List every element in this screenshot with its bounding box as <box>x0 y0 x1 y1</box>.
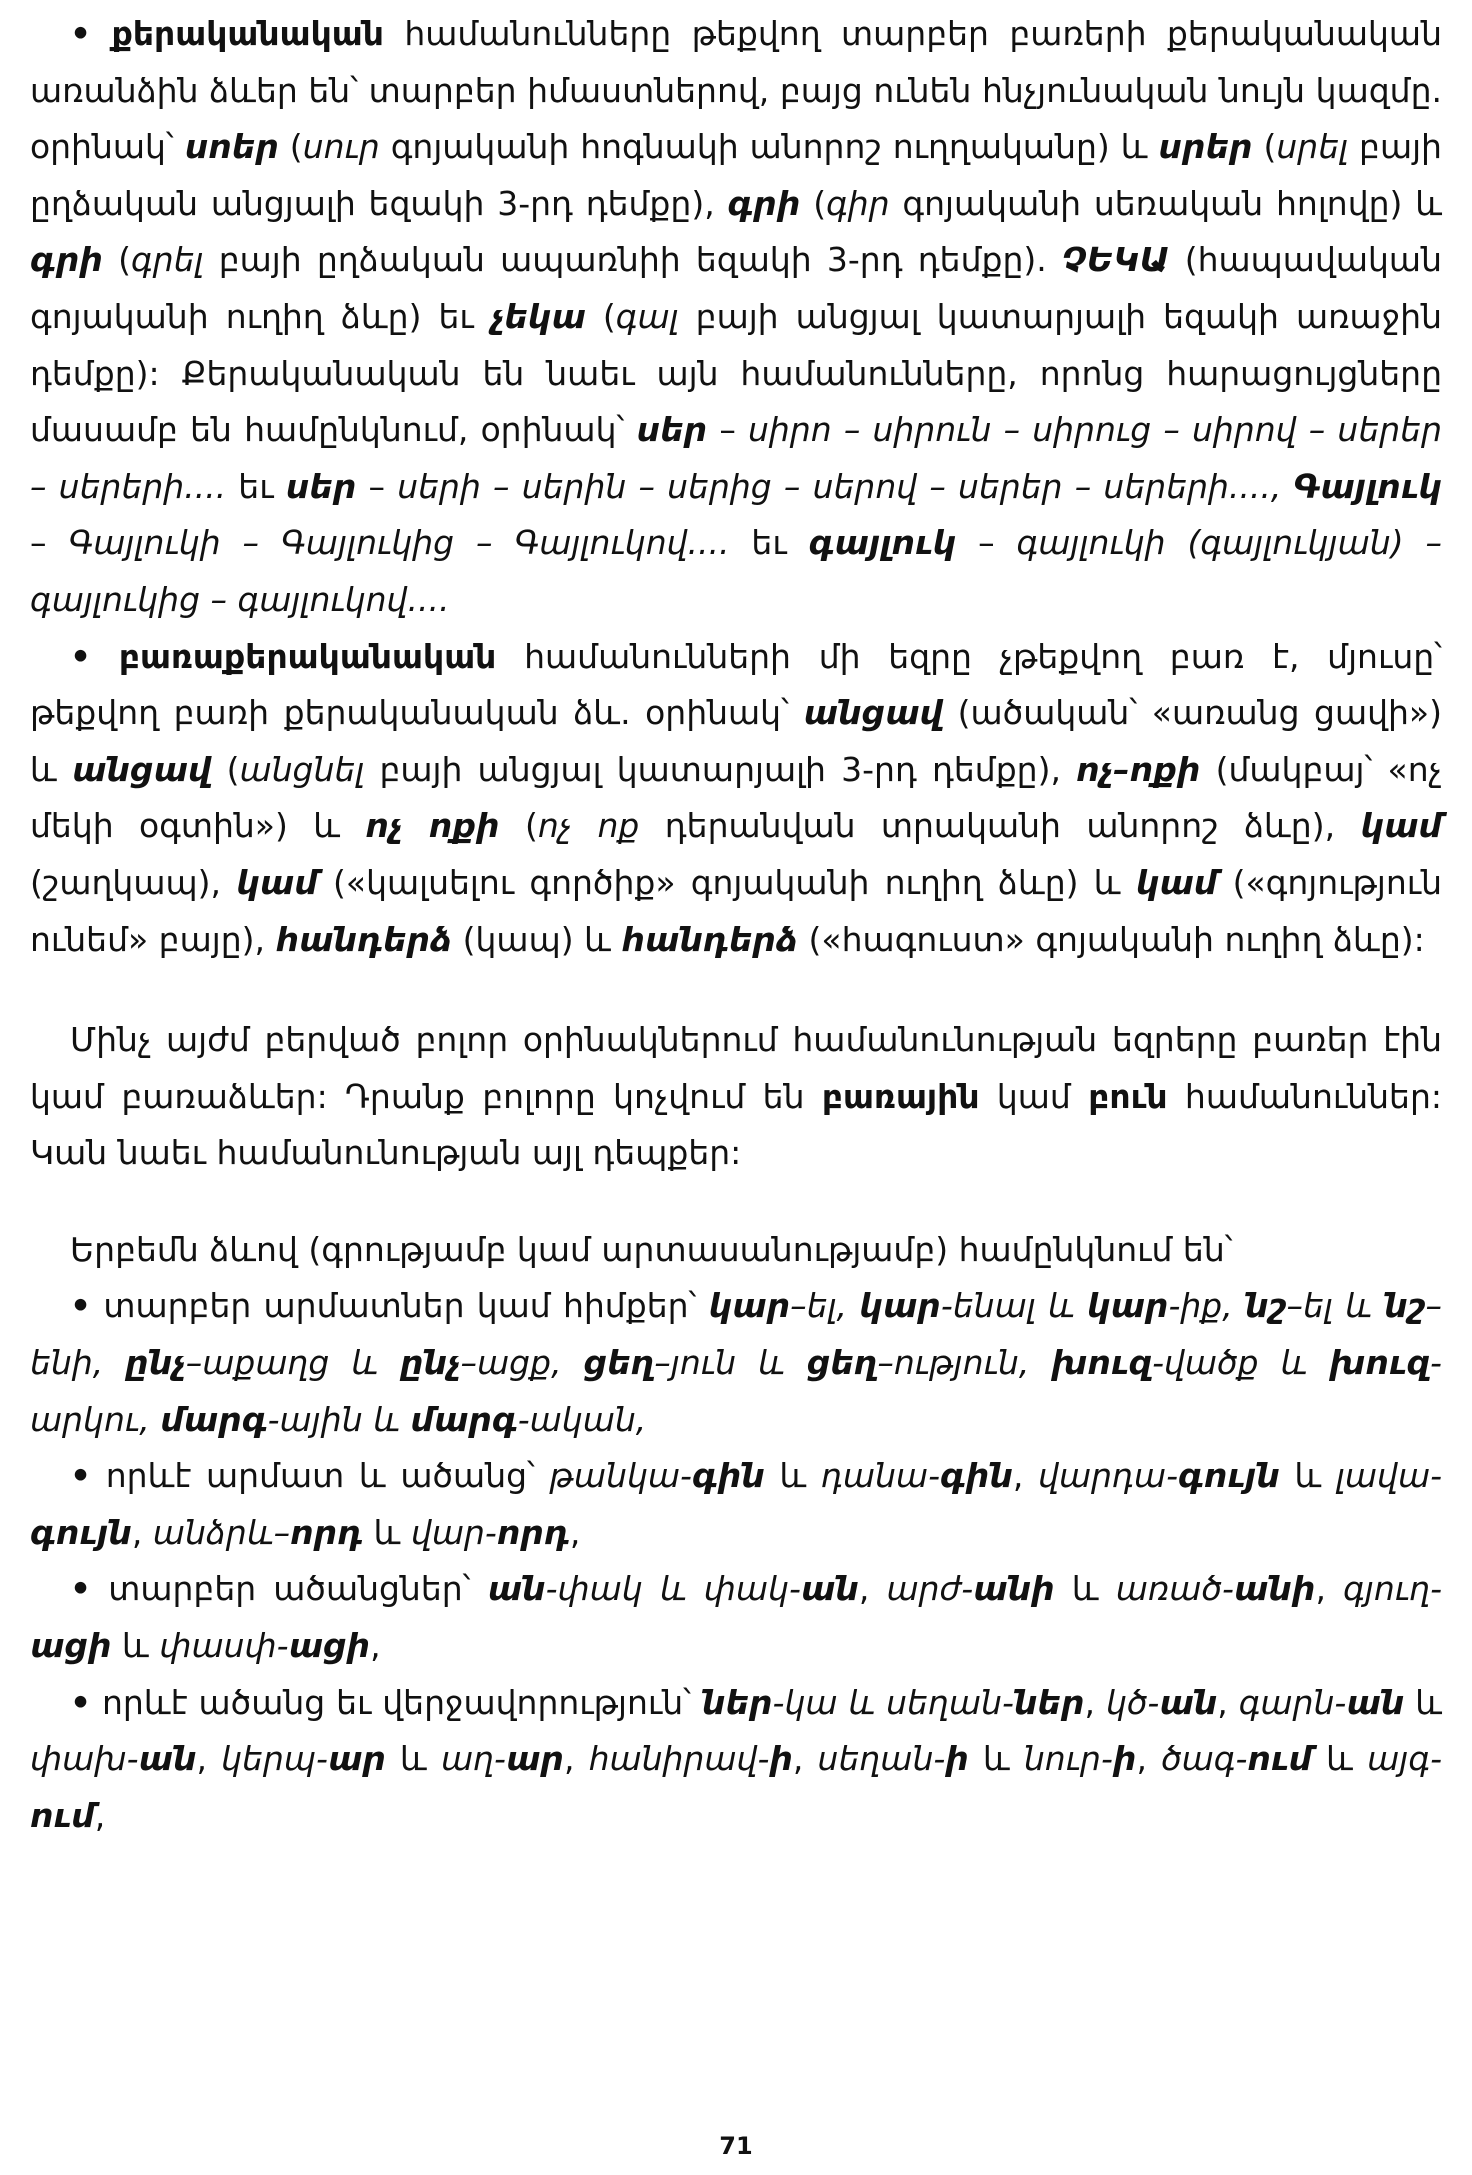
example-italic: սեղան- <box>886 1682 1014 1722</box>
example-italic: արժ- <box>886 1569 974 1609</box>
text: և <box>1312 1739 1368 1779</box>
example: ցեղ <box>806 1343 878 1383</box>
example: ում <box>30 1795 95 1835</box>
text: ( <box>1252 127 1277 167</box>
text: , <box>1012 1456 1039 1496</box>
text: , <box>792 1739 818 1779</box>
example-italic: փախ- <box>30 1739 139 1779</box>
text: ( <box>800 183 827 223</box>
example-italic: -իք, <box>1168 1286 1246 1326</box>
paragraph-gap <box>30 968 1442 1012</box>
example: որդ <box>496 1512 570 1552</box>
term: բառաքերականական <box>118 636 497 676</box>
paragraph-root-suffix <box>30 1448 1442 1561</box>
text: ( <box>278 127 303 167</box>
example: որդ <box>290 1512 364 1552</box>
bullet: • <box>70 1569 92 1609</box>
paragraph-coincide-intro <box>30 1222 1442 1279</box>
example: սեր <box>285 466 357 506</box>
example-italic: կծ- <box>1105 1682 1160 1722</box>
example: ներ <box>1013 1682 1085 1722</box>
bullet: • <box>70 1286 92 1326</box>
text: ( <box>211 749 240 789</box>
example: հանդերձ <box>621 919 799 959</box>
text: Երբեմն ձևով (գրությամբ կամ արտասանությամբ) համընկնում են՝ <box>70 1229 1233 1269</box>
example: հանդերձ <box>275 919 453 959</box>
bullet: • <box>70 1682 92 1722</box>
example-italic: –յուն և <box>654 1343 807 1383</box>
example-italic: -ական, <box>517 1399 647 1439</box>
text: բայի անցյալ կատարյալի 3-րդ դեմքը), <box>364 749 1077 789</box>
paragraph-suffix-ending <box>30 1675 1442 1845</box>
paragraph-different-suffixes <box>30 1561 1442 1674</box>
example: գրի <box>30 240 103 280</box>
example: ցեղ <box>583 1343 655 1383</box>
example: գույն <box>30 1512 132 1552</box>
example-italic: գրել <box>131 240 204 280</box>
example: անի <box>1233 1569 1316 1609</box>
example-italic: փակ- <box>703 1569 801 1609</box>
example-italic: գարն- <box>1238 1682 1347 1722</box>
bullet: • <box>70 636 92 676</box>
example: անցավ <box>71 749 212 789</box>
text <box>1281 467 1293 506</box>
example-italic: -փակ և <box>545 1569 704 1609</box>
document-page <box>30 6 1442 1844</box>
example-italic: -կա և <box>772 1682 887 1722</box>
text: և <box>1054 1569 1116 1609</box>
text: տարբեր արմատներ կամ հիմքեր՝ <box>91 1286 709 1326</box>
text: եւ <box>226 466 286 506</box>
text: – <box>30 523 69 563</box>
text: եւ <box>729 523 809 563</box>
example: սոեր <box>184 127 279 167</box>
text: , <box>858 1569 887 1609</box>
example: ոչ–ոքի <box>1076 749 1201 789</box>
example: կամ <box>1360 806 1442 846</box>
bullet: • <box>70 14 92 53</box>
text: – <box>707 410 748 450</box>
example-italic: անձրև– <box>152 1512 291 1552</box>
paragraph-grammatical-homonyms <box>30 6 1442 629</box>
example-italic: -ենալ և <box>940 1286 1087 1326</box>
example-italic: սուր <box>302 127 380 167</box>
example-italic: այգ- <box>1367 1739 1443 1779</box>
text: և <box>111 1626 160 1666</box>
example: ան <box>1346 1682 1405 1722</box>
text: և <box>385 1739 441 1779</box>
text: , <box>1217 1682 1239 1722</box>
bullet: • <box>70 1456 92 1496</box>
example: ան <box>138 1739 197 1779</box>
text: , <box>1084 1682 1106 1722</box>
example-italic: –ություն, <box>877 1343 1052 1383</box>
example-italic: ոչ ոք <box>537 806 640 846</box>
example: խուզ <box>1051 1343 1153 1383</box>
text: , <box>196 1739 222 1779</box>
example-italic: գայլուկի (գայլուկյան) – գայլուկից – գայլուկով.... <box>30 523 1442 619</box>
example: ի <box>1112 1739 1137 1779</box>
text: Մինչ այժմ բերված բոլոր օրինակներում համանունության եզրերը բառեր էին կամ բառաձևեր: Դրանք բոլորը կոչվում են <box>30 1020 1442 1116</box>
example: ընչ <box>400 1343 461 1383</box>
text: որևէ արմատ և ածանց՝ <box>91 1456 550 1496</box>
example: չեկա <box>490 296 586 336</box>
text: ( <box>102 240 132 280</box>
text: , <box>563 1739 589 1779</box>
example-italic: Գայլուկի – Գայլուկից – Գայլուկով.... <box>68 523 730 563</box>
example: ան <box>800 1569 859 1609</box>
text: տարբեր ածանցներ՝ <box>91 1569 488 1609</box>
example: կար <box>1086 1286 1169 1326</box>
example-italic: սերի – սերին – սերից – սերով – սերեր – սերերի...., <box>397 466 1282 506</box>
example: ՉԵԿԱ <box>1061 240 1170 280</box>
example: ի <box>945 1739 969 1779</box>
example: Գայլուկ <box>1293 466 1442 506</box>
text: (հապավական գոյականի ուղիղ ձևը) եւ <box>30 240 1442 336</box>
example: սեր <box>636 410 708 450</box>
example-italic: –ել և <box>1286 1286 1385 1326</box>
term: քերականական <box>111 14 384 53</box>
text: , <box>370 1626 381 1666</box>
text: որևէ ածանց եւ վերջավորություն՝ <box>91 1682 702 1722</box>
text: և <box>1404 1682 1442 1722</box>
example: անցավ <box>803 693 944 733</box>
example-italic: առած- <box>1115 1569 1234 1609</box>
paragraph-lexical-homonyms <box>30 1012 1442 1182</box>
example: ար <box>505 1739 564 1779</box>
text: բայի ըղձական անցյալի եզակի 3-րդ դեմքը), <box>30 127 1442 223</box>
example: նշ <box>1384 1286 1426 1326</box>
text: և <box>1279 1456 1336 1496</box>
example-italic: –աքաղց և <box>185 1343 400 1383</box>
text: («հագուստ» գոյականի ուղիղ ձևը): <box>798 919 1425 959</box>
example: ի <box>769 1739 793 1779</box>
example-italic: –ացք, <box>460 1343 584 1383</box>
text: , <box>94 1795 106 1835</box>
text: (կապ) և <box>452 919 622 959</box>
page-number: 71 <box>719 2132 753 2160</box>
example-italic: վար- <box>410 1512 497 1552</box>
example-italic: վարդա- <box>1038 1456 1178 1496</box>
text: գոյականի հոգնակի անորոշ ուղղականը) և <box>379 127 1159 167</box>
example: նշ <box>1245 1286 1287 1326</box>
example: մարգ <box>410 1399 518 1439</box>
example: ընչ <box>125 1343 186 1383</box>
example-italic: գալ <box>615 296 679 336</box>
text: (շաղկապ), <box>30 862 237 902</box>
example: ան <box>487 1569 546 1609</box>
example-italic: թանկա- <box>549 1456 692 1496</box>
example: ացի <box>30 1626 112 1666</box>
text: համանունները թեքվող տարբեր բառերի քերականական առանձին ձևեր են՝ տարբեր իմաստներով, բայց ունեն հնչյունական նույն կազմը. օրինակ՝ <box>30 14 1442 167</box>
example: ոչ ոքի <box>365 806 500 846</box>
example-italic: -ային և <box>267 1399 411 1439</box>
text: – <box>356 466 398 506</box>
example-italic: հանիրավ- <box>588 1739 770 1779</box>
text: համանուններ: Կան նաեւ համանունության այլ դեպքեր: <box>30 1076 1442 1173</box>
example: ում <box>1247 1739 1313 1779</box>
example-italic: գիր <box>826 183 890 223</box>
example: գրի <box>727 183 801 223</box>
text: , <box>131 1512 153 1552</box>
example-italic: գյուղ- <box>1343 1569 1443 1609</box>
text: և <box>968 1739 1024 1779</box>
example: կար <box>859 1286 941 1326</box>
example: խուզ <box>1329 1343 1431 1383</box>
example-italic: փասփ- <box>159 1626 289 1666</box>
text: կամ <box>979 1076 1089 1116</box>
example: գայլուկ <box>808 523 957 563</box>
example: կամ <box>1135 862 1218 902</box>
example: ան <box>1159 1682 1218 1722</box>
example-italic: լավա- <box>1335 1456 1442 1496</box>
example-italic: դանա- <box>820 1456 940 1496</box>
example: մարգ <box>160 1399 268 1439</box>
text: ( <box>585 296 616 336</box>
text: , <box>1136 1739 1162 1779</box>
text: դերանվան տրականի անորոշ ձևը), <box>639 806 1361 846</box>
text: («կալսելու գործիք» գոյականի ուղիղ ձևը) և <box>317 862 1136 902</box>
example-italic: ծագ- <box>1161 1739 1248 1779</box>
example-italic: աղ- <box>440 1739 506 1779</box>
example: ար <box>327 1739 386 1779</box>
text: համանունների մի եզրը չթեքվող բառ է, մյուսը՝ թեքվող բառի քերականական ձև. օրինակ՝ <box>30 636 1442 733</box>
paragraph-gap <box>30 1182 1442 1222</box>
text: (ածական՝ «առանց ցավի») և <box>30 693 1442 789</box>
example-italic: սիրո – սիրուն – սիրուց – սիրով – սերեր – սերերի.... <box>30 410 1443 506</box>
term: բառային <box>821 1076 980 1116</box>
example: կար <box>708 1286 791 1326</box>
example-italic: սեղան- <box>817 1739 946 1779</box>
text: և <box>363 1512 411 1552</box>
example: կամ <box>236 862 318 902</box>
example-italic: սրել <box>1276 127 1349 167</box>
text: (մակբայ՝ «ոչ մեկի օգտին») և <box>30 749 1442 846</box>
example: ներ <box>701 1682 773 1722</box>
text: , <box>569 1512 581 1552</box>
example-italic: կերպ- <box>221 1739 328 1779</box>
example-italic: նուր- <box>1023 1739 1113 1779</box>
paragraph-roots-stems <box>30 1278 1442 1448</box>
example-italic: -վածք և <box>1152 1343 1330 1383</box>
text: բայի ըղձական ապառնիի եզակի 3-րդ դեմքը). <box>203 240 1062 280</box>
text: և <box>764 1456 821 1496</box>
text: գոյականի սեռական հոլովը) և <box>889 183 1442 223</box>
example: անի <box>973 1569 1055 1609</box>
example: գին <box>939 1456 1013 1496</box>
text: («գոյություն ունեմ» բայը), <box>30 862 1442 959</box>
text: ( <box>499 806 538 846</box>
example: գին <box>691 1456 765 1496</box>
example-italic: –ել, <box>790 1286 860 1326</box>
paragraph-lexico-grammatical-homonyms <box>30 629 1442 969</box>
example: սրեր <box>1158 127 1253 167</box>
text: – <box>956 523 1017 563</box>
example: ացի <box>288 1626 371 1666</box>
term: բուն <box>1088 1076 1168 1116</box>
text: բայի անցյալ կատարյալի եզակի առաջին դեմքը): Քերականական են նաեւ այն համանունները, որոնց հարացույցները մասամբ են համընկնում, օրինակ՝ <box>30 296 1443 450</box>
example-italic: անցնել <box>239 749 365 789</box>
example: գույն <box>1178 1456 1280 1496</box>
example-italic: –ենի, <box>30 1286 1442 1383</box>
example-italic: -արկու, <box>30 1343 1442 1439</box>
text: , <box>1315 1569 1344 1609</box>
